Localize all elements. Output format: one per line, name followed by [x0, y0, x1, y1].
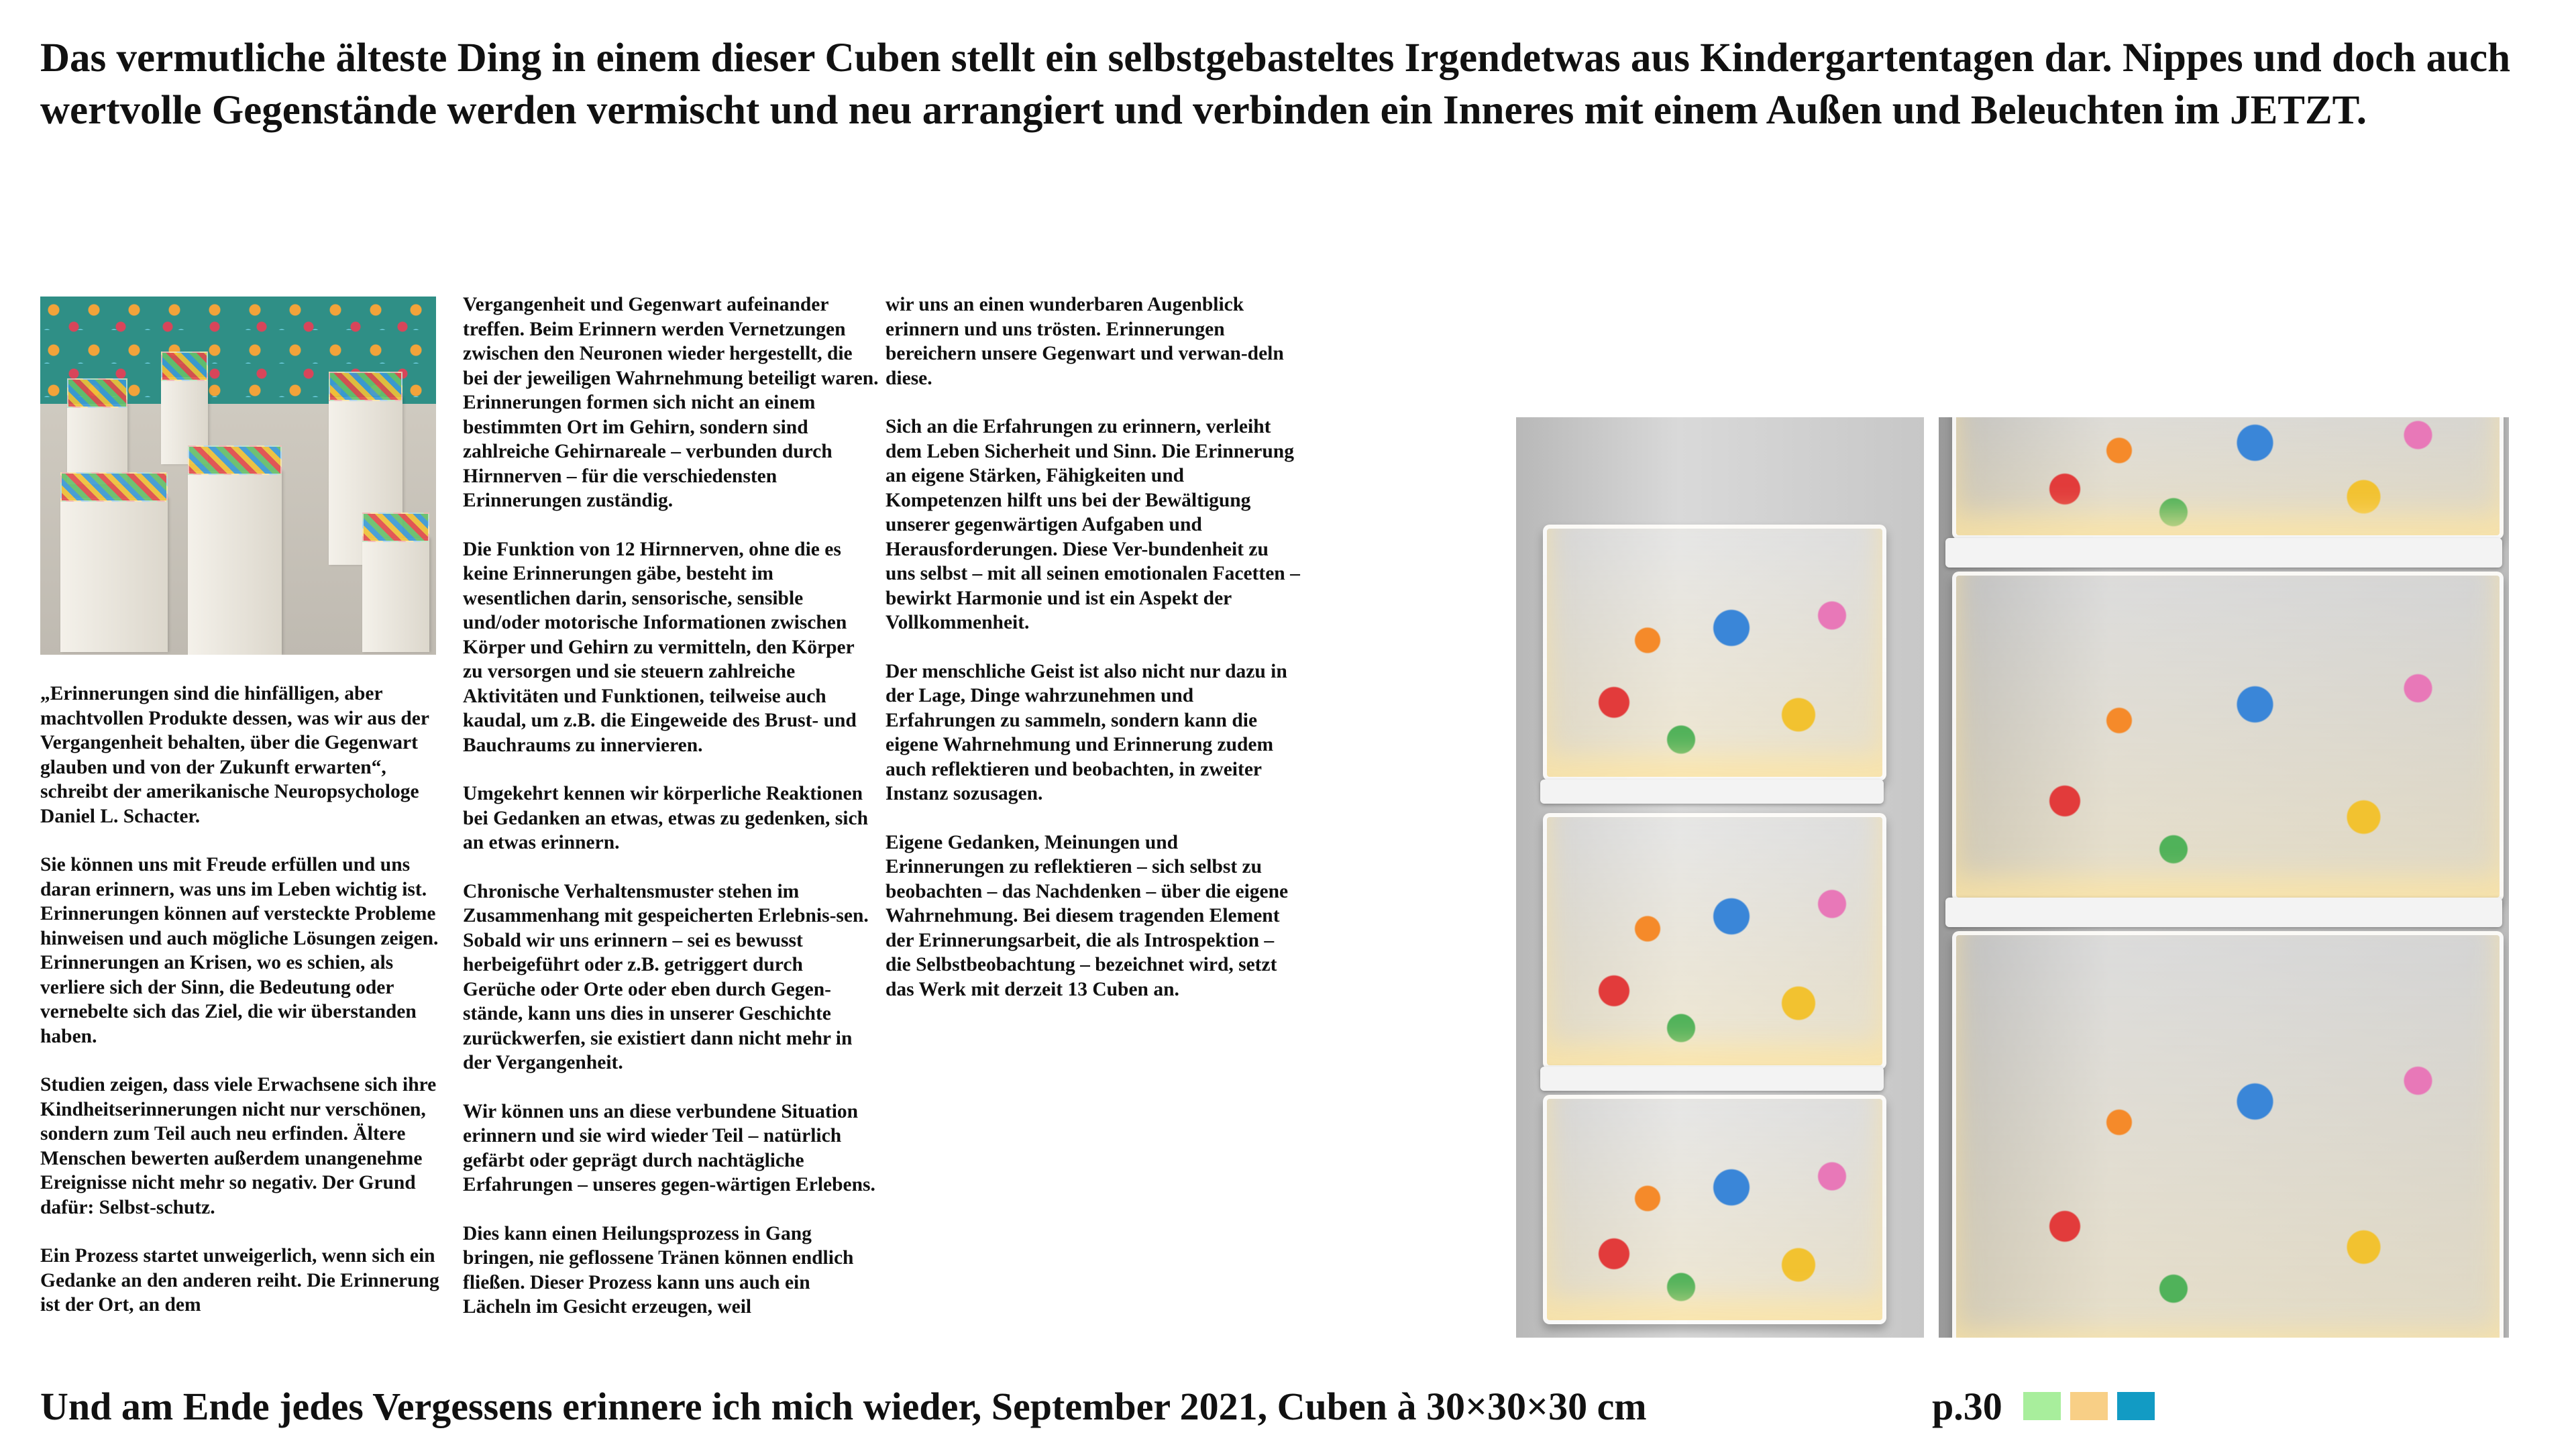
stacked-cubes-photo: [1516, 417, 1924, 1338]
paragraph: „Erinnerungen sind die hinfälligen, aber machtvollen Produkte dessen, was wir aus der Vergangenheit behalten, über die Gegenwart glauben und von der Zukunft erwarten“, schreibt der amerikanische Neuropsychologe Daniel L. Schacter.: [40, 683, 429, 827]
headline: Das vermutliche älteste Ding in einem dieser Cuben stellt ein selbstgebasteltes Irgendetwas aus Kindergartentagen dar. Nippes und doch auch wertvolle Gegenstände werden vermischt und neu arrangiert und verbinden ein Inneres mit einem Außen und Beleuchten im JETZT.: [40, 36, 2511, 133]
color-swatch-green: [2023, 1392, 2061, 1420]
paragraph: Ein Prozess startet unweigerlich, wenn sich ein Gedanke an den anderen reiht. Die Erinnerung ist der Ort, an dem: [40, 1245, 439, 1316]
paragraph: Der menschliche Geist ist also nicht nur dazu in der Lage, Dinge wahrzunehmen und Erfahrungen zu sammeln, sondern kann die eigene Wahrnehmung und Erinnerung zudem auch reflektieren und beobachten, in zweiter Instanz sozusagen.: [885, 660, 1287, 804]
color-swatch-blue: [2117, 1392, 2155, 1420]
paragraph: Die Funktion von 12 Hirnnerven, ohne die es keine Erinnerungen gäbe, besteht im wesentlichen darin, sensorische, sensible und/oder motorische Informationen zwischen Körper und Gehirn zu vermitteln, den Körper zu versorgen und sie steuern zahlreiche Aktivitäten und Funktionen, teilweise auch kaudal, um z.B. die Eingeweide des Brust- und Bauchraums zu innervieren.: [463, 538, 857, 756]
paragraph: wir uns an einen wunderbaren Augenblick erinnern und uns trösten. Erinnerungen bereichern unsere Gegenwart und verwan-deln diese.: [885, 294, 1284, 389]
acrylic-cube: [1543, 813, 1886, 1069]
paragraph: Wir können uns an diese verbundene Situation erinnern und sie wird wieder Teil – natürlich gefärbt oder geprägt durch nachtägliche Erfahrungen – unseres gegen-wärtigen Erlebens.: [463, 1100, 875, 1195]
acrylic-cube: [1952, 931, 2504, 1338]
light-base: [1945, 538, 2502, 568]
acrylic-cube: [1543, 1095, 1886, 1324]
gallery-installation-photo: [40, 297, 436, 655]
acrylic-cube: [1543, 525, 1886, 781]
paragraph: Vergangenheit und Gegenwart aufeinander treffen. Beim Erinnern werden Vernetzungen zwischen den Neuronen wieder hergestellt, die bei der jeweiligen Wahrnehmung beteiligt waren. Erinnerungen formen sich nicht an einem bestimmten Ort im Gehirn, sondern sind zahlreiche Gehirnareale – verbunden durch Hirnnerven – für die verschiedensten Erinnerungen zuständig.: [463, 294, 879, 511]
paragraph: Chronische Verhaltensmuster stehen im Zusammenhang mit gespeicherten Erlebnis-sen. Sobald wir uns erinnern – sei es bewusst herbeigeführt oder z.B. getriggert durch Gerüche oder Orte oder eben durch Gegen-stände, kann uns dies in unserer Geschichte zurückwerfen, sie existiert dann nicht mehr in der Vergangenheit.: [463, 880, 869, 1073]
text-column-2: [463, 292, 879, 1320]
acrylic-cube: [1952, 572, 2504, 902]
pedestal: [362, 538, 429, 652]
paragraph: Sie können uns mit Freude erfüllen und uns daran erinnern, was uns im Leben wichtig ist. Erinnerungen können auf versteckte Probleme hinweisen und auch mögliche Lösungen zeigen. Erinnerungen an Krisen, wo es schien, als verliere sich der Sinn, die Bedeutung oder vernebelte sich das Ziel, die wir überstanden haben.: [40, 854, 439, 1047]
page-number: p.30: [1932, 1385, 2002, 1428]
caption: Und am Ende jedes Vergessens erinnere ich mich wieder, September 2021, Cuben à 30×30×30 cm: [40, 1385, 1647, 1428]
paragraph: Dies kann einen Heilungsprozess in Gang bringen, nie geflossene Tränen können endlich fließen. Dieser Prozess kann uns auch ein Lächeln im Gesicht erzeugen, weil: [463, 1222, 854, 1318]
paragraph: Sich an die Erfahrungen zu erinnern, verleiht dem Leben Sicherheit und Sinn. Die Erinnerung an eigene Stärken, Fähigkeiten und Kompetenzen hilft uns bei der Bewältigung unserer gegenwärtigen Aufgaben und Herausforderungen. Diese Ver-bundenheit zu uns selbst – mit all seinen emotionalen Facetten – bewirkt Harmonie und ist ein Aspekt der Vollkommenheit.: [885, 416, 1300, 633]
light-base: [1540, 780, 1884, 804]
text-column-3: [885, 292, 1301, 1002]
paragraph: Umgekehrt kennen wir körperliche Reaktionen bei Gedanken an etwas, etwas zu gedenken, sich an etwas erinnern.: [463, 783, 868, 853]
color-swatch-orange: [2070, 1392, 2108, 1420]
acrylic-cube: [1952, 417, 2504, 539]
light-base: [1540, 1067, 1884, 1091]
paragraph: Eigene Gedanken, Meinungen und Erinnerungen zu reflektieren – sich selbst zu beobachten – das Nachdenken – über die eigene Wahrnehmung. Bei diesem tragenden Element der Erinnerungsarbeit, die als Introspektion – die Selbstbeobachtung – bezeichnet wird, setzt das Werk mit derzeit 13 Cuben an.: [885, 831, 1289, 1000]
text-column-1: [40, 682, 456, 1318]
pedestal: [60, 498, 168, 652]
cubes-closeup-photo: [1939, 417, 2509, 1338]
light-base: [1945, 898, 2502, 927]
paragraph: Studien zeigen, dass viele Erwachsene sich ihre Kindheitserinnerungen nicht nur verschönen, sondern zum Teil auch neu erfinden. Ältere Menschen bewerten außerdem unangenehme Ereignisse nicht mehr so negativ. Der Grund dafür: Selbst-schutz.: [40, 1074, 437, 1218]
pedestal: [188, 471, 282, 655]
